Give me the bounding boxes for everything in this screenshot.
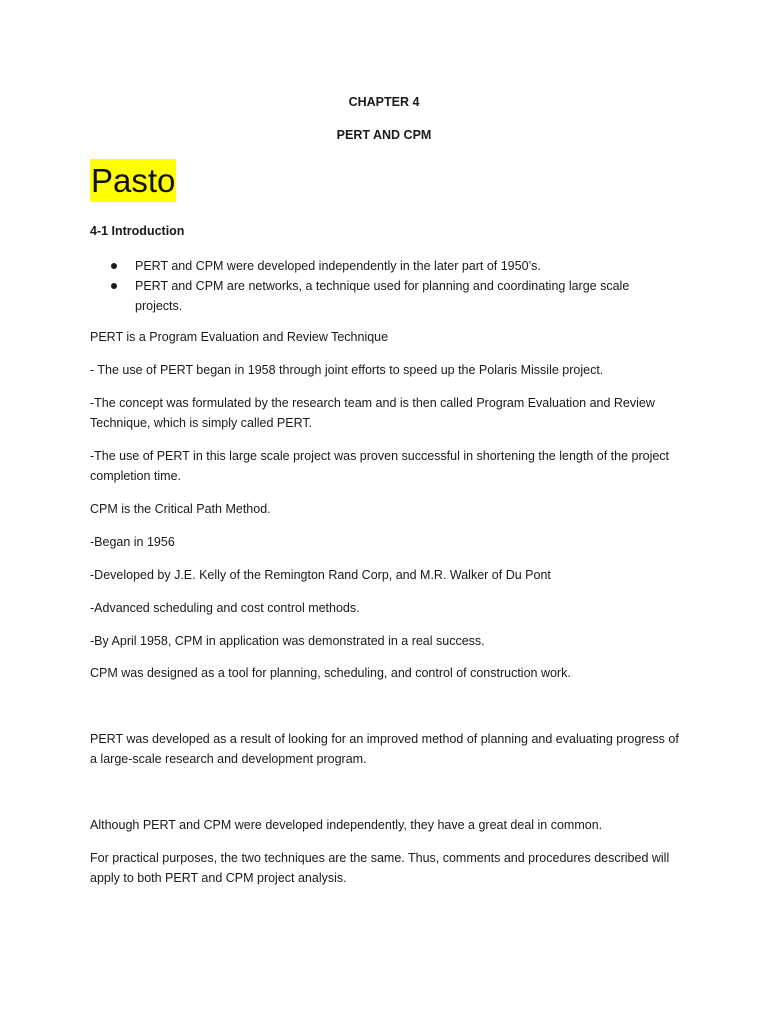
intro-bullet-list (90, 256, 650, 316)
paragraph: For practical purposes, the two techniques are the same. Thus, comments and procedures described will apply to both PERT and CPM project analysis. (90, 851, 670, 885)
paragraph: PERT was developed as a result of looking for an improved method of planning and evaluating progress of a large-scale research and development program. (90, 732, 679, 766)
section-heading: 4-1 Introduction (90, 224, 185, 238)
bullet-icon (111, 283, 117, 289)
chapter-heading: CHAPTER 4 (348, 95, 420, 109)
bullet-item (90, 256, 650, 276)
paragraph: -Advanced scheduling and cost control methods. (90, 601, 360, 615)
bullet-item (90, 276, 650, 316)
paragraph: PERT is a Program Evaluation and Review Technique (90, 330, 389, 344)
paragraph: CPM is the Critical Path Method. (90, 502, 271, 516)
chapter-subtitle: PERT AND CPM (336, 128, 432, 142)
paragraph: -The use of PERT in this large scale project was proven successful in shortening the length of the project completion time. (90, 449, 670, 483)
bullet-icon (111, 263, 117, 269)
paragraph: -The concept was formulated by the research team and is then called Program Evaluation and Review Technique, which is simply called PERT. (90, 396, 655, 430)
bullet-text: PERT and CPM are networks, a technique used for planning and coordinating large scale projects. (135, 279, 630, 313)
paragraph: CPM was designed as a tool for planning, scheduling, and control of construction work. (90, 666, 571, 680)
highlighted-title-block (90, 159, 176, 202)
paragraph: -Began in 1956 (90, 535, 175, 549)
paragraph: - The use of PERT began in 1958 through joint efforts to speed up the Polaris Missile project. (90, 363, 604, 377)
bullet-text: PERT and CPM were developed independently in the later part of 1950’s. (135, 259, 541, 273)
paragraph: -By April 1958, CPM in application was demonstrated in a real success. (90, 634, 485, 648)
paragraph: Although PERT and CPM were developed independently, they have a great deal in common. (90, 818, 603, 832)
highlighted-title: Pasto (90, 159, 176, 202)
paragraph: -Developed by J.E. Kelly of the Remington Rand Corp, and M.R. Walker of Du Pont (90, 568, 551, 582)
